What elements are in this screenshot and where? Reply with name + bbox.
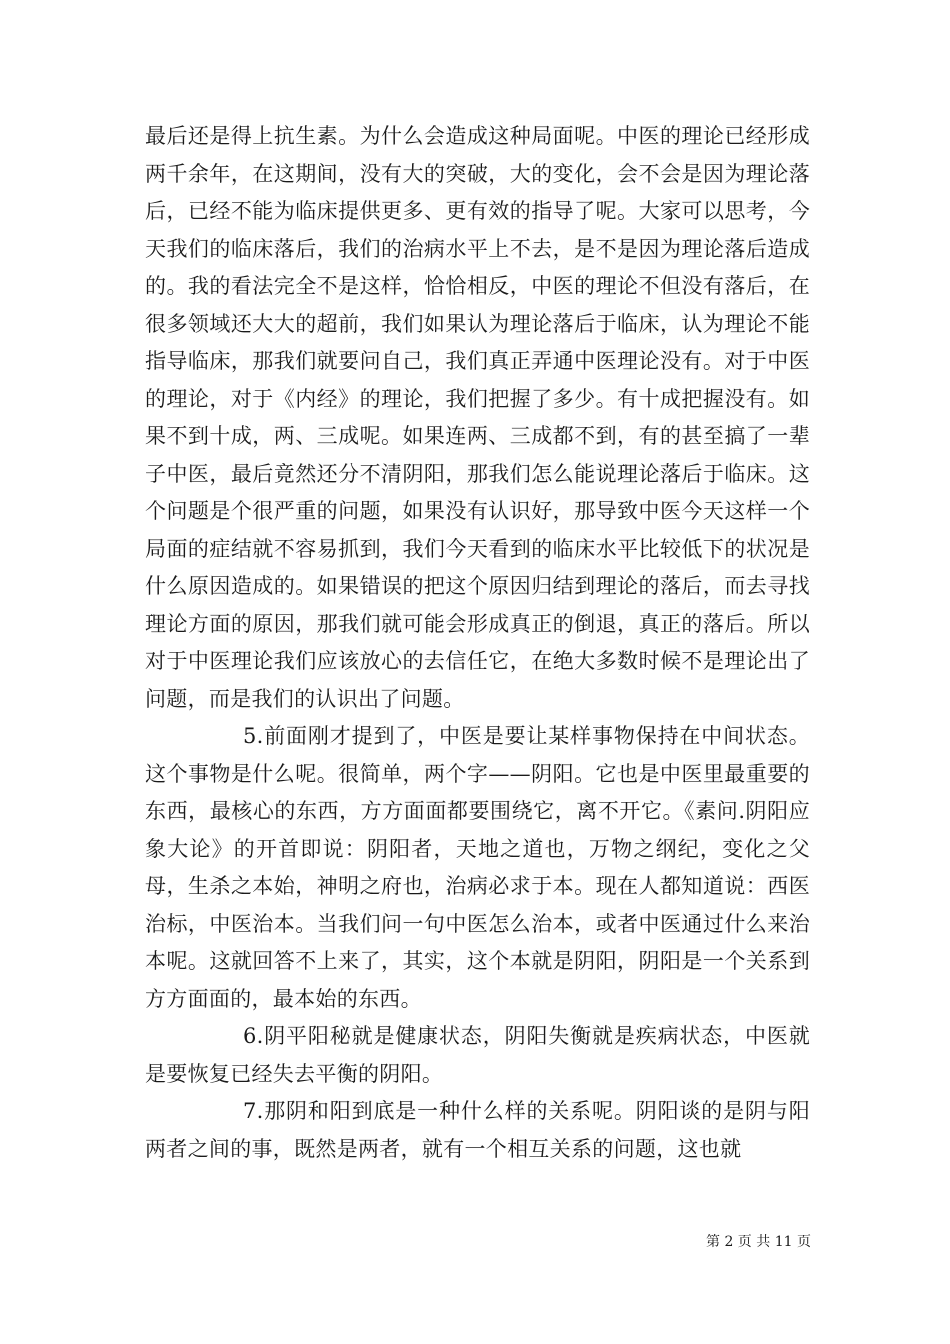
paragraph-item-6: 6.阴平阳秘就是健康状态，阴阳失衡就是疾病状态，中医就是要恢复已经失去平衡的阴阳。 [145, 1024, 810, 1086]
paragraph-item-7: 7.那阴和阳到底是一种什么样的关系呢。阴阳谈的是阴与阳两者之间的事，既然是两者，就有一个相互关系的问题，这也就 [145, 1099, 810, 1161]
document-body [145, 118, 810, 1168]
paragraph-item-5: 5.前面刚才提到了，中医是要让某样事物保持在中间状态。这个事物是什么呢。很简单，两个字——阴阳。它也是中医里最重要的东西，最核心的东西，方方面面都要围绕它，离不开它。《素问.阴阳应象大论》的开首即说：阴阳者，天地之道也，万物之纲纪，变化之父母，生杀之本始，神明之府也，治病必求于本。现在人都知道说：西医治标，中医治本。当我们问一句中医怎么治本，或者中医通过什么来治本呢。这就回答不上来了，其实，这个本就是阴阳，阴阳是一个关系到方方面面的，最本始的东西。 [145, 724, 810, 1011]
paragraph-continued: 最后还是得上抗生素。为什么会造成这种局面呢。中医的理论已经形成两千余年，在这期间，没有大的突破，大的变化，会不会是因为理论落后，已经不能为临床提供更多、更有效的指导了呢。大家可以思考，今天我们的临床落后，我们的治病水平上不去，是不是因为理论落后造成的。我的看法完全不是这样，恰恰相反，中医的理论不但没有落后，在很多领域还大大的超前，我们如果认为理论落后于临床，认为理论不能指导临床，那我们就要问自己，我们真正弄通中医理论没有。对于中医的理论，对于《内经》的理论，我们把握了多少。有十成把握没有。如果不到十成，两、三成呢。如果连两、三成都不到，有的甚至搞了一辈子中医，最后竟然还分不清阴阳，那我们怎么能说理论落后于临床。这个问题是个很严重的问题，如果没有认识好，那导致中医今天这样一个局面的症结就不容易抓到，我们今天看到的临床水平比较低下的状况是什么原因造成的。如果错误的把这个原因归结到理论的落后，而去寻找理论方面的原因，那我们就可能会形成真正的倒退，真正的落后。所以对于中医理论我们应该放心的去信任它，在绝大多数时候不是理论出了问题，而是我们的认识出了问题。 [145, 124, 810, 711]
page-number-footer: 第 2 页 共 11 页 [706, 1234, 811, 1250]
